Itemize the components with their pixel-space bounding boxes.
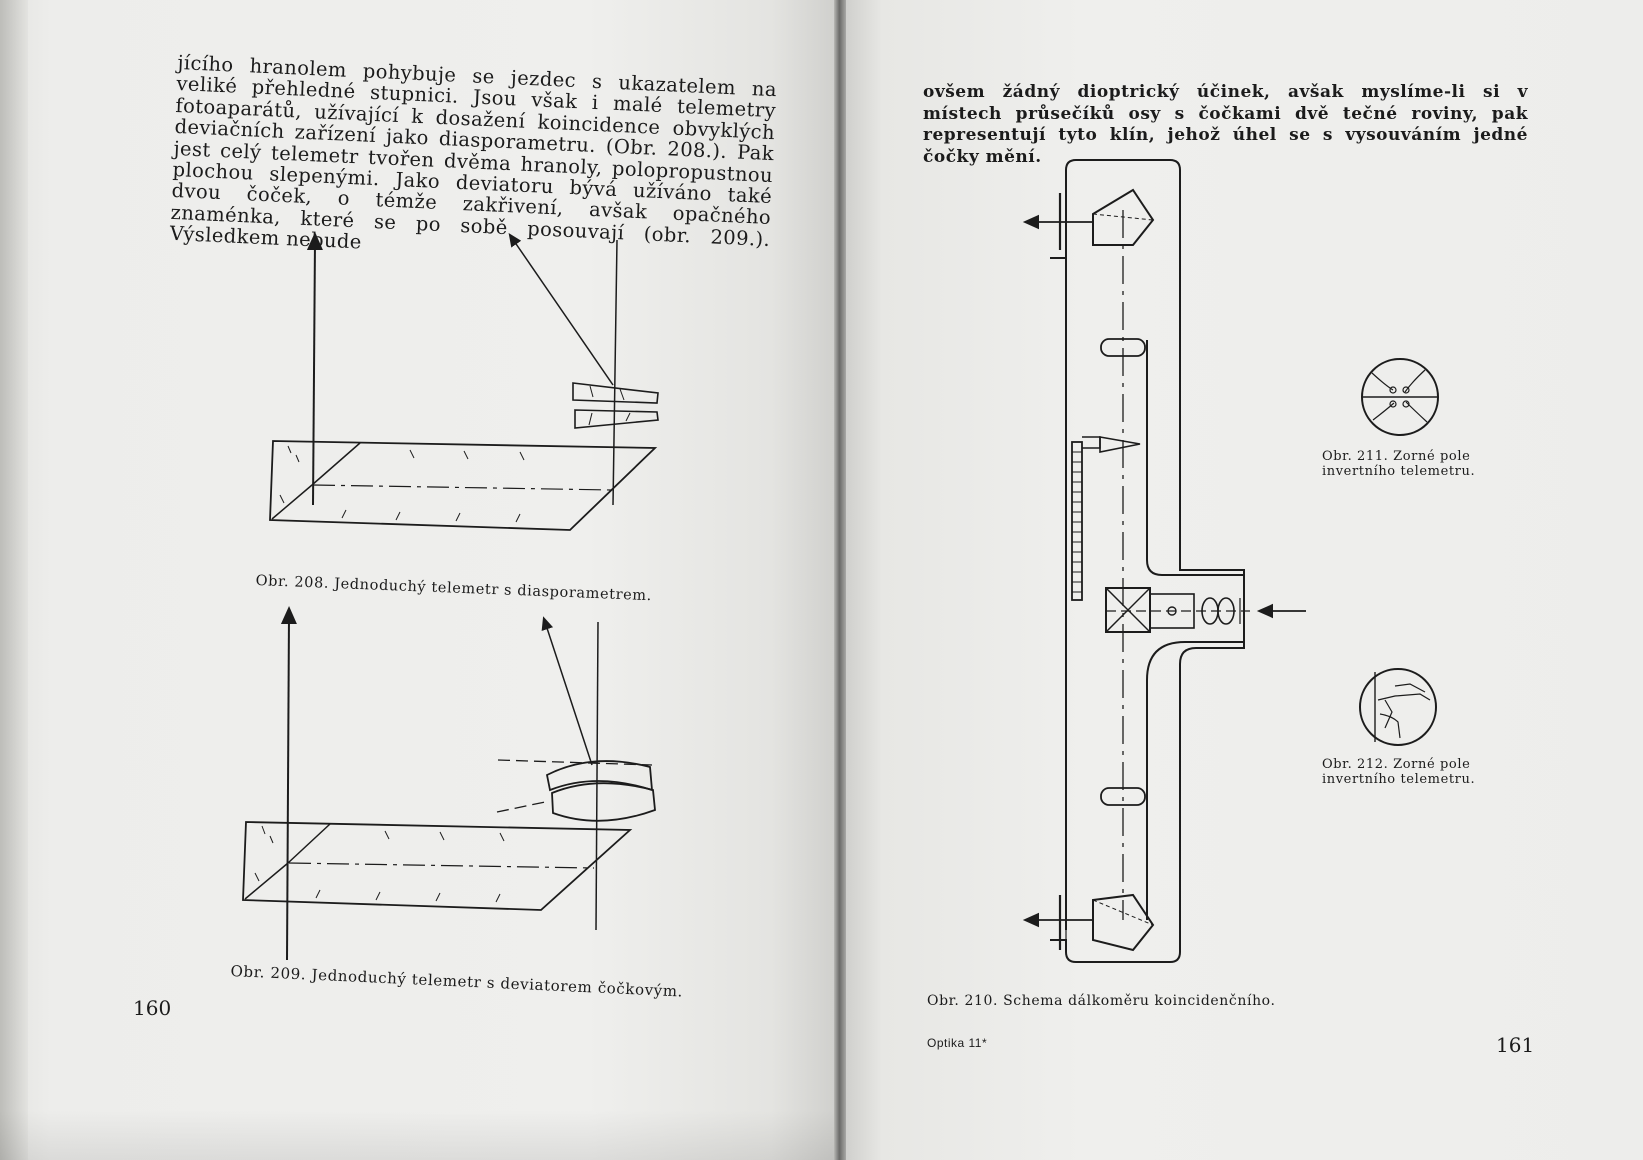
figure-209-diagram [243,614,655,960]
figure-211-field-of-view [1362,359,1438,435]
signature-mark: Optika 11* [927,1036,988,1050]
caption-fig-209: Obr. 209. Jednoduchý telemetr s deviatorem čočkovým. [230,962,684,1001]
figure-212-field-of-view [1360,669,1436,745]
caption-fig-208: Obr. 208. Jednoduchý telemetr s diasporametrem. [255,573,653,605]
left-paragraph: jícího hranolem pohybuje se jezdec s ukazatelem na veliké přehledné stupnici. Jsou však i malé telemetry fotoaparátů, užívající k dosažení koincidence obvyklých deviačních zařízení jako diasporametru. (Obr. 208.). Pak jest celý telemetr tvořen dvěma hranoly, polopropustnou plochou slepenými. Jako deviatoru bývá užíváno také dvou čoček, o témže zakřivení, avšak opačného znaménka, které se po sobě posouvají (obr. 209.). Výsledkem nebude [169,51,778,254]
figure-210-diagram [1030,160,1306,962]
right-paragraph: ovšem žádný dioptrický účinek, avšak myslíme-li si v místech průsečíků osy s čočkami dvě tečné roviny, pak representují tyto klín, jehož úhel se s vysouváním jedné čočky mění. [923,82,1528,167]
figure-208-diagram [270,238,658,530]
hatch-marks [589,386,630,425]
page-number-right: 161 [1496,1033,1535,1057]
page-number-left: 160 [133,996,172,1020]
caption-fig-210: Obr. 210. Schema dálkoměru koincidenčního. [927,993,1276,1009]
caption-fig-212: Obr. 212. Zorné pole invertního telemetru. [1322,757,1476,787]
caption-fig-211: Obr. 211. Zorné pole invertního telemetru. [1322,449,1476,479]
